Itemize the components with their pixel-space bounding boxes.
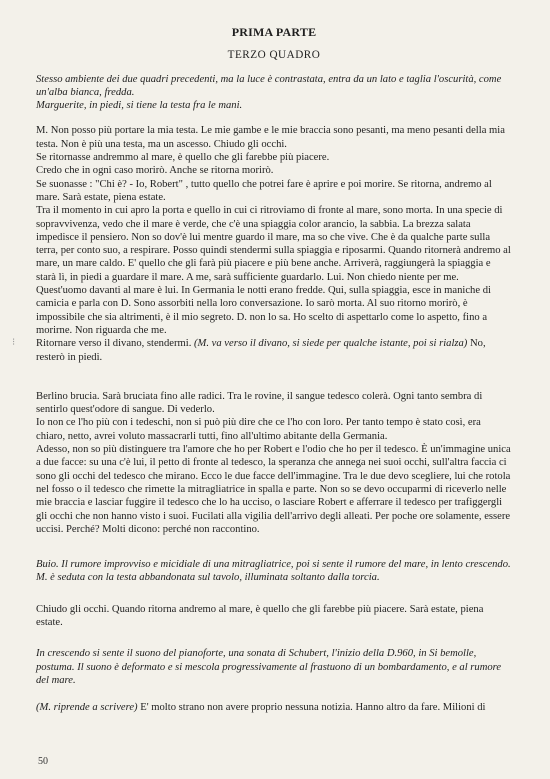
paragraph: Credo che in ogni caso morirò. Anche se ritorna morirò.: [36, 165, 274, 177]
paragraph: Berlino brucia. Sarà bruciata fino alle radici. Tra le rovine, il sangue tedesco colerà. Ogni tanto sembra di sentirlo quest'odore di sangue. Di vederlo.: [36, 390, 483, 416]
page-number: 50: [38, 756, 48, 767]
scene-title: TERZO QUADRO: [227, 49, 321, 62]
inline-stage-direction: (M. va verso il divano, si siede per qualche istante, poi si rialza): [194, 338, 468, 350]
stage-direction-marguerite: Marguerite, in piedi, si tiene la testa fra le mani.: [36, 100, 243, 112]
text: Ritornare verso il divano, stendermi.: [36, 338, 194, 350]
margin-mark: ⁝: [12, 337, 16, 348]
final-line: [36, 701, 512, 714]
paragraph: M. Non posso più portare la mia testa. Le mie gambe e le mie braccia sono pesanti, ma meno pesanti della mia testa. Non è più una testa, ma un ascesso. Chiudo gli occhi.: [36, 125, 505, 150]
part-title: PRIMA PARTE: [231, 25, 317, 39]
paragraph-with-stage-direction: [36, 337, 512, 364]
paragraph: Se suonasse : "Chi è? - Io, Robert" , tutto quello che potrei fare è aprire e poi morire. Se ritorna, andremo al mare. Sarà estate, piena estate.: [36, 178, 492, 203]
text: No, resterò in piedi.: [36, 338, 486, 363]
monologue-1: [36, 124, 512, 363]
text: E' molto strano non avere proprio nessuna notizia. Hanno altro da fare. Milioni di: [137, 702, 486, 714]
paragraph: Se ritornasse andremmo al mare, è quello che gli farebbe più piacere.: [36, 152, 330, 164]
paragraph: Io non ce l'ho più con i tedeschi, non si può più dire che ce l'ho con loro. Per tanto tempo è stato così, era chiaro, netto, avrei voluto massacrarli tutti, fino all'ultimo abitante della Germania.: [36, 417, 481, 442]
monologue-3: Chiudo gli occhi. Quando ritorna andremo al mare, è quello che gli farebbe più piacere. Sarà estate, piena estate.: [36, 603, 484, 628]
monologue-2: [36, 390, 512, 536]
page-content: [36, 26, 512, 714]
stage-direction-music: In crescendo si sente il suono del pianoforte, una sonata di Schubert, l'inizio della D.960, in Si bemolle, postuma. Il suono è deformato e si mescola progressivamente al frastuono di un bombardamento, e al rumore del mare.: [36, 648, 502, 686]
paragraph: Tra il momento in cui apro la porta e quello in cui ci ritroviamo di fronte al mare, sono morta. In una specie di sopravvivenza, vedo che il mare è verde, che c'è una spiaggia color arancio, la sabbia. La brezza salata impedisce il pensiero. Non so dov'è lui mentre guardo il mare, ma so che vive. Che è da qualche parte sulla terra, per conto suo, a respirare. Posso quindi stendermi sulla spiaggia e riposarmi. Quando ritornerà andremo al mare, un mare caldo. E' quello che gli farà più piacere e più bene anche. Arriverà, raggiungerà la spiaggia e starà lì, in piedi a guardare il mare. A me, sarà sufficiente guardarlo. Lui. Non chiedo niente per me. Quest'uomo davanti al mare è lui. In Germania le notti erano fredde. Qui, sulla spiaggia, esce in maniche di camicia e parla con D. Sono assorbiti nella loro conversazione. Io sarò morta. Al suo ritorno morirò, è impossibile che sia altrimenti, è il mio segreto. D. non lo sa. Ho scelto di aspettarlo come lo aspetto, fino a morirne. Non riguarda che me.: [36, 205, 511, 336]
stage-direction-intro: Stesso ambiente dei due quadri precedenti, ma la luce è contrastata, entra da un lato e taglia l'oscurità, come un'alba bianca, fredda.: [36, 73, 502, 98]
stage-direction-blackout: Buio. Il rumore improvviso e micidiale di una mitragliatrice, poi si sente il rumore del mare, in lento crescendo. M. è seduta con la testa abbandonata sul tavolo, illuminata soltanto dalla torcia.: [36, 559, 511, 584]
paragraph: Adesso, non so più distinguere tra l'amore che ho per Robert e l'odio che ho per il tedesco. È un'immagine unica a due facce: su una c'è lui, il petto di fronte al tedesco, la speranza che annega nei suoi occhi, sull'altra faccia ci sono gli occhi del tedesco che mirano. Ecco le due facce dell'immagine. Tra le due devo scegliere, lui che rotola nel fosso o il tedesco che rimette la mitragliatrice in spalla e parte. Non so se devo occuparmi di riceverlo nelle mie braccia e lasciar fuggire il tedesco che lo ha ucciso, o lasciare Robert e afferrare il tedesco per trafiggergli gli occhi che non hanno visto i suoi. Fucilati alla vigilia dell'arrivo degli alleati. Per poche ore solamente, essere uccisi. Perché? Molti dicono: perché non raccontino.: [36, 444, 511, 535]
inline-stage-direction: (M. riprende a scrivere): [36, 702, 138, 714]
